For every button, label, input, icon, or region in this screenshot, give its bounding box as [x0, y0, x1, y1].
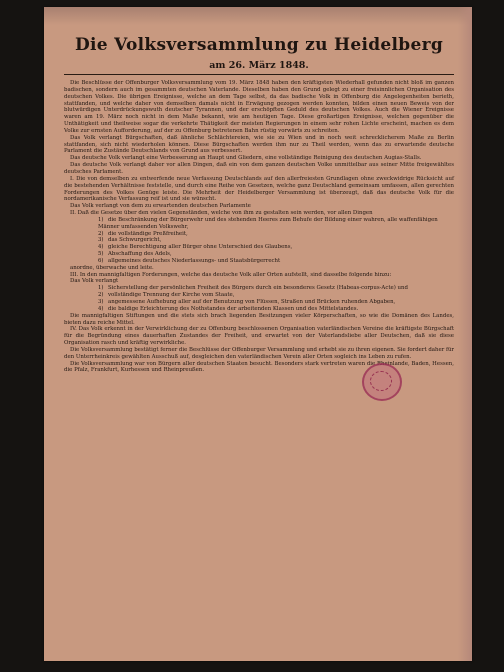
paragraph-section-2: II. Daß die Gesetze über den vielen Gegenständen, welche von ihm zu gestalten sein werden, vor allen Dingen: [70, 210, 373, 217]
paragraph-parliament: Das deutsche Volk verlangt daher vor allen Dingen, daß ein von dem ganzen deutschen Volke unmittelbar aus seiner Mitte freigewähltes deutsches Parlament.: [64, 162, 454, 175]
library-stamp: [362, 363, 402, 401]
paragraph-demand-2: Das Volk verlangt: [70, 278, 119, 285]
list-item: 5) Abschaffung des Adels,: [98, 251, 172, 258]
paragraph-oversee: anordne, überwache und leite.: [70, 264, 154, 271]
paragraph-demand: Das Volk verlangt von dem zu erwartenden deutschen Parlamente: [70, 203, 251, 210]
paper-edge-stain: [458, 7, 472, 661]
list-item: 6) allgemeines deutsches Niederlassungs- und Staatsbürgerrecht: [98, 257, 281, 264]
demands-list-b: [64, 285, 454, 312]
paragraph-intro: Die Beschlüsse der Offenburger Volksversammlung vom 19. März 1848 haben den kräftigsten Wiederhall gefunden nicht bloß im ganzen badischen, sondern auch im gesammten deutschen Vaterlande. Dieselben haben den Grund gelegt zu einer freisinnlichen Organisation des deutschen Volkes. Die übrigen Ereignisse, welche an dem Tage selbst, da das badische Volk in Offenburg die Angelegenheiten berieth, stattfanden, und welche daher von demselben damals nicht in Erwägung gezogen werden konnten, bilden einen neuen Beweis von der blutwürdigen Unterdrückungswuth deutscher Tyrannen, und der erschöpften Geduld des deutschen Volkes. Auch die Wiener Ereignisse waren am 19. März noch nicht in dem Maße bekannt, wie am heutigen Tage. Diese großartigen Ereignisse, welchen gegenüber die Unthätigkeit und theilweise sogar die verkehrte Thätigkeit der meisten Regierungen in einem sehr rohen Lichte erscheint, machen es dem Volke zur ernsten Aufforderung, auf der zu Offenburg betretenen Bahn rüstig vorwärts zu schreiten.: [64, 80, 454, 134]
document-date: am 26. März 1848.: [209, 60, 309, 71]
paper-stain: [44, 7, 472, 25]
paragraph-section-3: III. In den mannigfaltigen Forderungen, welche das deutsche Volk aller Orten aufstellt, sind dasselbe folgende hinzu:: [70, 271, 392, 278]
document-sheet: [44, 7, 472, 661]
list-item: 4) die baldige Erleichterung des Nothstandes der arbeitenden Klassen und des Mittelstandes.: [98, 305, 359, 312]
demands-list-a: [64, 217, 454, 265]
list-item: 1) die Beschränkung der Bürgerwehr und des stehenden Heeres zum Behufe der Bildung einer wahren, alle waffenfähigen Männer umfassenden Volkswehr,: [98, 216, 438, 230]
paragraph-guarantees: Das Volk verlangt Bürgschaften, daß ähnliche Schlächtereien, wie sie zu Wien und in noch weit schrecklicherem Maße zu Berlin stattfanden, sich nicht wiederholen können. Diese Bürgschaften werden ihm nur zu Theil werden, wenn das zu erwartende deutsche Parlament die Zustände Deutschlands von Grund aus verbessert.: [64, 134, 454, 155]
paragraph-section-4: IV. Das Volk erkennt in der Verwirklichung der zu Offenburg beschlossenen Organisation vaterländischen Vereine die kräftigste Bürgschaft für die Begründung eines dauerhaften Zustandes der Freiheit, und erwartet von der Vaterlandsliebe aller Deutschen, daß sie diese Organisation rasch und kräftig verwirkliche.: [64, 326, 454, 347]
list-item: 2) vollständige Trennung der Kirche vom Staate,: [98, 292, 235, 299]
paragraph-attendance: Die Volksversammlung war von Bürgern aller deutschen Staaten besucht. Besonders stark vertreten waren die Rheinlande, Baden, Hessen, die Pfalz, Frankfurt, Kurhessen und Rheinpreußen.: [64, 360, 454, 374]
list-item: 3) das Schwurgericht,: [98, 237, 162, 244]
paragraph-section-1: I. Die von demselben zu entwerfende neue Verfassung Deutschlands auf den allerfreiesten Grundlagen ohne zweckwidrige Rücksicht auf die bestehenden Verhältnisse feststelle, und durch eine Reihe von Gesetzen, welche ganz Deutschland gemeinsam umfassen, allen gerechten Forderungen des Volkes Genüge leiste. Die Mehrheit der Heidelberger Versammlung ist überzeugt, daß das deutsche Volk für die nordamerikanische Verfassung reif ist und sie wünscht.: [64, 175, 454, 203]
document-body: [64, 35, 454, 374]
list-item: 3) angemessene Aufhebung aller auf der Benutzung von Flüssen, Straßen und Brücken ruhenden Abgaben,: [98, 299, 396, 305]
list-item: 1) Sicherstellung der persönlichen Freiheit des Bürgers durch ein besonderes Gesetz (Habeas-corpus-Acte) und: [98, 285, 408, 292]
list-item: 2) die vollständige Preßfreiheit,: [98, 230, 188, 237]
document-title: Die Volksversammlung zu Heidelberg: [74, 35, 444, 55]
paragraph-reform: Das deutsche Volk verlangt eine Verbesserung an Haupt und Gliedern, eine vollständige Reinigung des deutschen Augias-Stalls.: [70, 155, 422, 162]
stamp-ring: [370, 371, 392, 391]
list-item: 4) gleiche Berechtigung aller Bürger ohne Unterschied des Glaubens,: [98, 244, 293, 251]
paragraph-means: Die mannigfaltigen Stiftungen und die stets sich brach liegenden Besitzungen vieler Körperschaften, so wie die Domänen des Landes, bieten dazu reiche Mittel.: [64, 312, 454, 326]
title-rule: [64, 74, 454, 75]
paragraph-confirmation: Die Volksversammlung bestätigt ferner die Beschlüsse der Offenburger Versammlung und erhebt sie zu ihren eigenen. Sie fordert daher für den Unterrheinkreis gewählten Ausschuß auf, desgleichen den vaterländischen Verein aller Orten sogleich ins Leben zu rufen.: [64, 346, 454, 360]
